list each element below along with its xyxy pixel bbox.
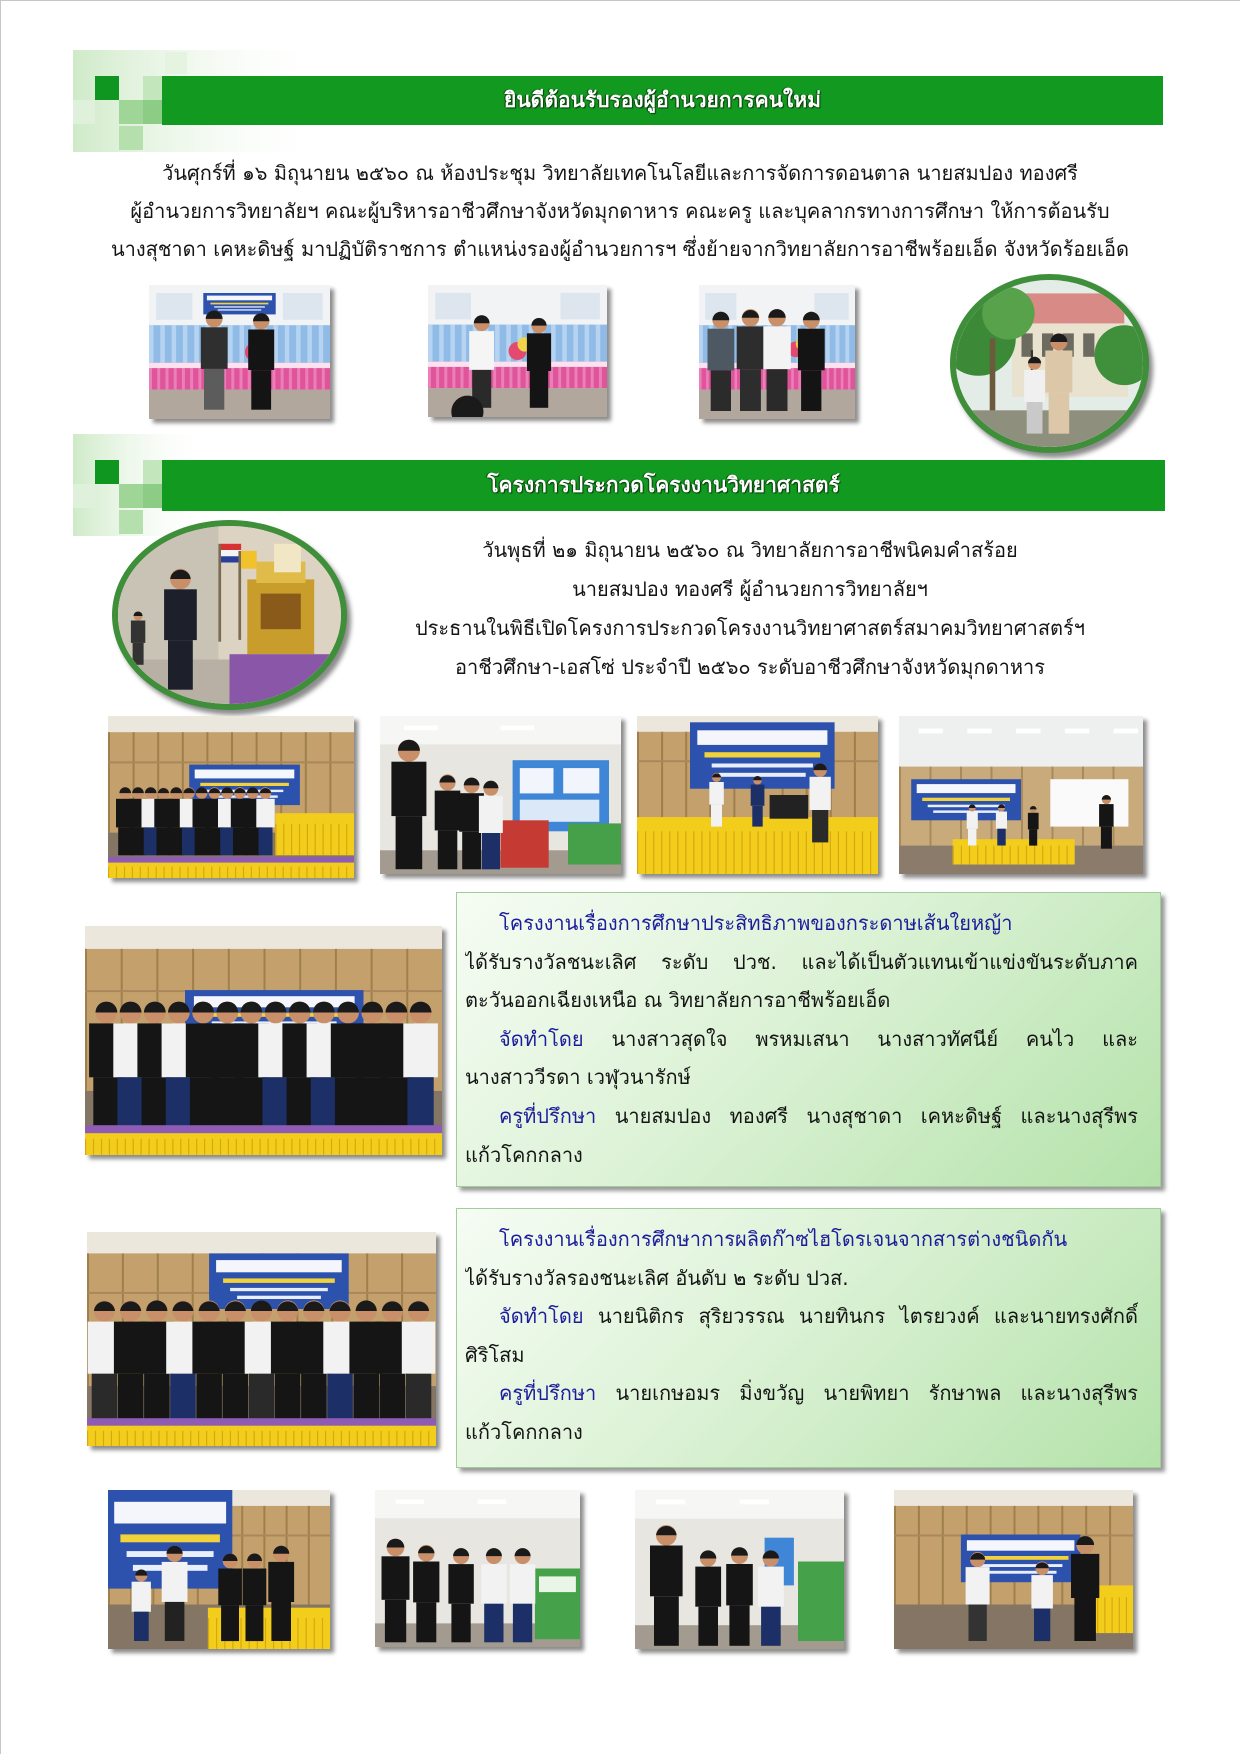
welcome-paragraph-line: วันศุกร์ที่ ๑๖ มิถุนายน ๒๕๖๐ ณ ห้องประชุม วิทยาลัยเทคโนโลยีและการจัดการดอนตาล นายสมปอง ทองศรี [162, 161, 1078, 185]
photo-scene [149, 285, 330, 419]
photo-scene [635, 1490, 844, 1649]
project-made-by-line [465, 1297, 1138, 1336]
photo-science-1 [108, 716, 354, 878]
photo-science-3 [637, 716, 878, 874]
photo-science-4 [899, 716, 1143, 874]
science-intro-line: นายสมปอง ทองศรี ผู้อำนวยการวิทยาลัยฯ [572, 577, 928, 601]
welcome-paragraph-line: ผู้อำนวยการวิทยาลัยฯ คณะผู้บริหารอาชีวศึกษาจังหวัดมุกดาหาร คณะครู และบุคลากรทางการศึกษา ให้การต้อนรับ [130, 199, 1110, 223]
photo-science-2 [380, 716, 621, 874]
project-made-by-line [465, 1020, 1138, 1059]
photo-scene [108, 716, 354, 878]
welcome-paragraph-line: นางสุชาดา เคหะดิษฐ์ มาปฏิบัติราชการ ตำแหน่งรองผู้อำนวยการฯ ซึ่งย้ายจากวิทยาลัยการอาชีพร้อยเอ็ด จังหวัดร้อยเอ็ด [110, 237, 1130, 261]
project-made-by-line: นางสาววีรดา เวฬุวนารักษ์ [465, 1065, 691, 1090]
project-made-by-line: ศิริโสม [465, 1342, 525, 1367]
section-title-welcome: ยินดีต้อนรับรองผู้อำนวยการคนใหม่ [162, 76, 1163, 125]
project-advisor-line: แก้วโคกกลาง [465, 1142, 583, 1167]
made-by-names: นายนิติกร สุริยวรรณ นายทินกร ไตรยวงค์ และนายทรงศักดิ์ [598, 1304, 1138, 1329]
photo-science-opening [112, 520, 347, 710]
project-title: โครงงานเรื่องการศึกษาการผลิตก๊าซไฮโดรเจนจากสารต่างชนิดกัน [499, 1227, 1068, 1251]
advisor-label: ครูที่ปรึกษา [499, 1381, 597, 1406]
photo-project-2 [87, 1232, 436, 1446]
photo-scene [380, 716, 621, 874]
photo-scene [894, 1490, 1133, 1649]
science-intro [375, 531, 1125, 687]
photo-project-1 [85, 926, 442, 1155]
project-award-line: ได้รับรางวัลรองชนะเลิศ อันดับ ๒ ระดับ ปวส. [465, 1265, 849, 1290]
project-2-box [456, 1208, 1161, 1468]
project-award-line: ตะวันออกเฉียงเหนือ ณ วิทยาลัยการอาชีพร้อยเอ็ด [465, 988, 891, 1013]
advisor-label: ครูที่ปรึกษา [499, 1103, 597, 1128]
photo-scene [375, 1490, 580, 1647]
photo-closing-2 [375, 1490, 580, 1647]
photo-welcome-4 [950, 274, 1149, 453]
photo-scene [428, 285, 607, 417]
photo-scene [637, 716, 878, 874]
photo-scene [699, 285, 855, 419]
photo-scene [118, 526, 341, 704]
project-advisor-line [465, 1374, 1138, 1413]
science-intro-line: วันพุธที่ ๒๑ มิถุนายน ๒๕๖๐ ณ วิทยาลัยการอาชีพนิคมคำสร้อย [482, 538, 1018, 562]
photo-welcome-2 [428, 285, 607, 417]
photo-welcome-1 [149, 285, 330, 419]
photo-closing-1 [108, 1490, 330, 1649]
project-title: โครงงานเรื่องการศึกษาประสิทธิภาพของกระดาษเส้นใยหญ้า [499, 911, 1013, 935]
project-advisor-line [465, 1097, 1138, 1136]
project-award-line: ได้รับรางวัลชนะเลิศ ระดับ ปวช. และได้เป็นตัวแทนเข้าแข่งขันระดับภาค [465, 949, 1138, 974]
advisor-names: นายเกษอมร มิ่งขวัญ นายพิทยา รักษาพล และนางสุรีพร [615, 1381, 1138, 1406]
made-by-label: จัดทำโดย [499, 1026, 584, 1051]
made-by-label: จัดทำโดย [499, 1304, 584, 1329]
photo-scene [85, 926, 442, 1155]
welcome-paragraph [70, 154, 1170, 268]
science-intro-line: ประธานในพิธีเปิดโครงการประกวดโครงงานวิทยาศาสตร์สมาคมวิทยาศาสตร์ฯ [414, 616, 1086, 640]
photo-scene [899, 716, 1143, 874]
photo-closing-3 [635, 1490, 844, 1649]
project-1-box [456, 892, 1161, 1187]
photo-closing-4 [894, 1490, 1133, 1649]
photo-welcome-3 [699, 285, 855, 419]
photo-scene [108, 1490, 330, 1649]
project-advisor-line: แก้วโคกกลาง [465, 1419, 583, 1444]
photo-scene [956, 280, 1143, 447]
advisor-names: นายสมปอง ทองศรี นางสุชาดา เคหะดิษฐ์ และนางสุรีพร [614, 1103, 1138, 1128]
made-by-names: นางสาวสุดใจ พรหมเสนา นางสาวทัศนีย์ คนไว และ [611, 1026, 1138, 1051]
science-intro-line: อาชีวศึกษา-เอสโซ่ ประจำปี ๒๕๖๐ ระดับอาชีวศึกษาจังหวัดมุกดาหาร [455, 655, 1045, 679]
photo-scene [87, 1232, 436, 1446]
section-title-science: โครงการประกวดโครงงานวิทยาศาสตร์ [162, 460, 1165, 511]
